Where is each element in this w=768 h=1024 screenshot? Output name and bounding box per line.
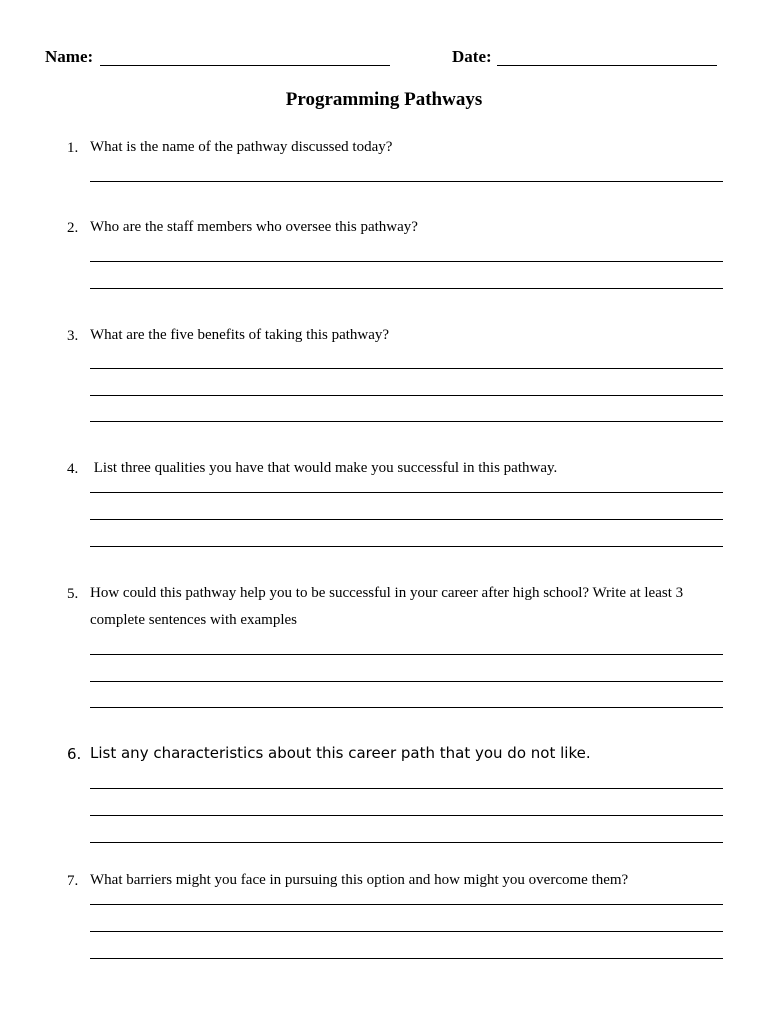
date-label: Date: <box>452 47 492 66</box>
question-text: What barriers might you face in pursuing this option and how might you overcome them? <box>90 872 629 888</box>
date-field[interactable] <box>497 65 717 66</box>
question-number: 2. <box>67 220 79 236</box>
page-title: Programming Pathways <box>285 89 483 110</box>
question-number: 4. <box>67 461 79 477</box>
question-text: List three qualities you have that would make you successful in this pathway. <box>90 460 558 476</box>
answer-line[interactable] <box>90 931 723 932</box>
name-label: Name: <box>45 47 94 66</box>
question-number: 5. <box>67 586 79 602</box>
question-text: What is the name of the pathway discussed today? <box>90 139 393 155</box>
question-text: Who are the staff members who oversee this pathway? <box>90 219 418 235</box>
question-number: 7. <box>67 873 79 889</box>
answer-line[interactable] <box>90 421 723 422</box>
answer-line[interactable] <box>90 842 723 843</box>
answer-line[interactable] <box>90 395 723 396</box>
answer-line[interactable] <box>90 288 723 289</box>
question-text: How could this pathway help you to be successful in your career after high school? Write at least 3 complete sentences with examples <box>90 585 684 628</box>
answer-line[interactable] <box>90 181 723 182</box>
answer-line[interactable] <box>90 707 723 708</box>
answer-line[interactable] <box>90 958 723 959</box>
answer-line[interactable] <box>90 492 723 493</box>
answer-line[interactable] <box>90 519 723 520</box>
question-number: 3. <box>67 328 79 344</box>
answer-line[interactable] <box>90 368 723 369</box>
answer-line[interactable] <box>90 815 723 816</box>
question-text: What are the five benefits of taking this pathway? <box>90 327 390 343</box>
answer-line[interactable] <box>90 654 723 655</box>
question-number: 6. <box>67 745 82 763</box>
answer-line[interactable] <box>90 788 723 789</box>
answer-line[interactable] <box>90 546 723 547</box>
answer-line[interactable] <box>90 681 723 682</box>
question-text: List any characteristics about this career path that you do not like. <box>90 744 591 762</box>
answer-line[interactable] <box>90 261 723 262</box>
name-field[interactable] <box>100 65 390 66</box>
question-number: 1. <box>67 140 79 156</box>
answer-line[interactable] <box>90 904 723 905</box>
